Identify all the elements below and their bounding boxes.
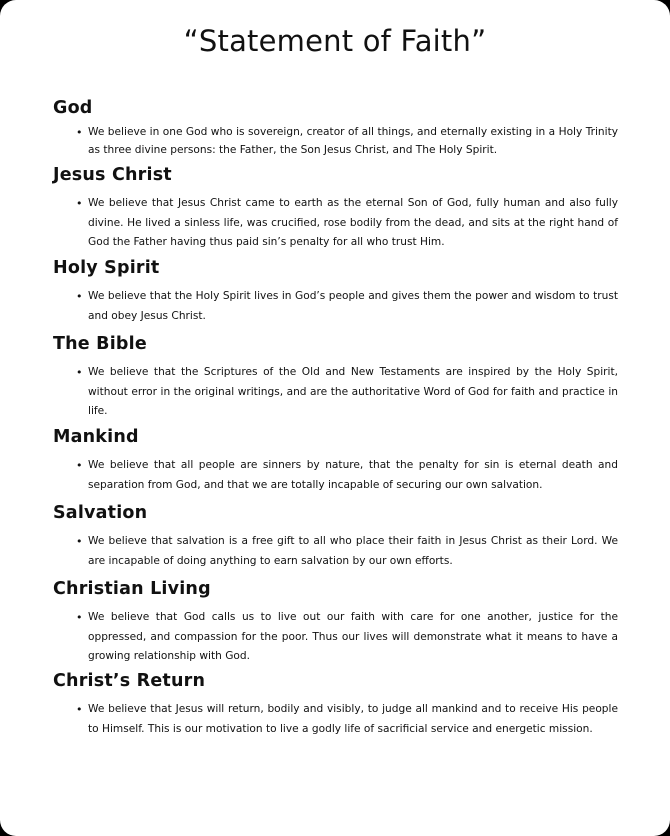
section-text: We believe that Jesus will return, bodily and visibly, to judge all mankind and to receive His people to Himself. This is our motivation to live a godly life of sacrificial service and energetic mission. <box>88 703 618 735</box>
bullet-icon: • <box>76 197 83 210</box>
bullet-icon: • <box>76 366 83 379</box>
section-text: We believe that salvation is a free gift to all who place their faith in Jesus Christ as their Lord. We are incapable of doing anything to earn salvation by our own efforts. <box>88 535 618 567</box>
section-heading: God <box>53 98 93 118</box>
list-item <box>76 194 618 253</box>
section-heading: The Bible <box>53 334 147 354</box>
section-heading: Christian Living <box>53 579 211 599</box>
section-salvation <box>53 502 623 571</box>
section-heading: Jesus Christ <box>53 165 172 185</box>
section-jesus-christ <box>53 164 623 253</box>
section-heading: Christ’s Return <box>53 671 206 691</box>
bullet-icon: • <box>76 459 83 472</box>
section-heading: Mankind <box>53 427 139 447</box>
bullet-icon: • <box>76 611 83 624</box>
list-item <box>76 456 618 495</box>
section-the-bible <box>53 333 623 422</box>
section-heading: Salvation <box>53 503 148 523</box>
section-god <box>53 97 623 159</box>
list-item <box>76 532 618 571</box>
list-item <box>76 287 618 326</box>
section-text: We believe that Jesus Christ came to earth as the eternal Son of God, fully human and also fully divine. He lived a sinless life, was crucified, rose bodily from the dead, and sits at the right hand of God the Father having thus paid sin’s penalty for all who trust Him. <box>88 197 618 248</box>
list-item <box>76 363 618 422</box>
page-title: “Statement of Faith” <box>183 24 487 58</box>
section-text: We believe that the Holy Spirit lives in God’s people and gives them the power and wisdom to trust and obey Jesus Christ. <box>88 290 618 322</box>
section-christs-return <box>53 670 623 739</box>
section-heading: Holy Spirit <box>53 258 160 278</box>
bullet-icon: • <box>76 126 83 139</box>
section-holy-spirit <box>53 257 623 326</box>
bullet-icon: • <box>76 535 83 548</box>
bullet-icon: • <box>76 290 83 303</box>
section-mankind <box>53 426 623 495</box>
section-text: We believe in one God who is sovereign, creator of all things, and eternally existing in a Holy Trinity as three divine persons: the Father, the Son Jesus Christ, and The Holy Spirit. <box>88 126 618 156</box>
list-item <box>76 123 618 159</box>
section-text: We believe that all people are sinners by nature, that the penalty for sin is eternal death and separation from God, and that we are totally incapable of securing our own salvation. <box>88 459 618 491</box>
list-item <box>76 700 618 739</box>
section-text: We believe that God calls us to live out our faith with care for one another, justice for the oppressed, and compassion for the poor. Thus our lives will demonstrate what it means to have a growing relationship with God. <box>88 611 618 662</box>
section-christian-living <box>53 578 623 667</box>
list-item <box>76 608 618 667</box>
bullet-icon: • <box>76 703 83 716</box>
section-text: We believe that the Scriptures of the Old and New Testaments are inspired by the Holy Spirit, without error in the original writings, and are the authoritative Word of God for faith and practice in life. <box>88 366 618 417</box>
